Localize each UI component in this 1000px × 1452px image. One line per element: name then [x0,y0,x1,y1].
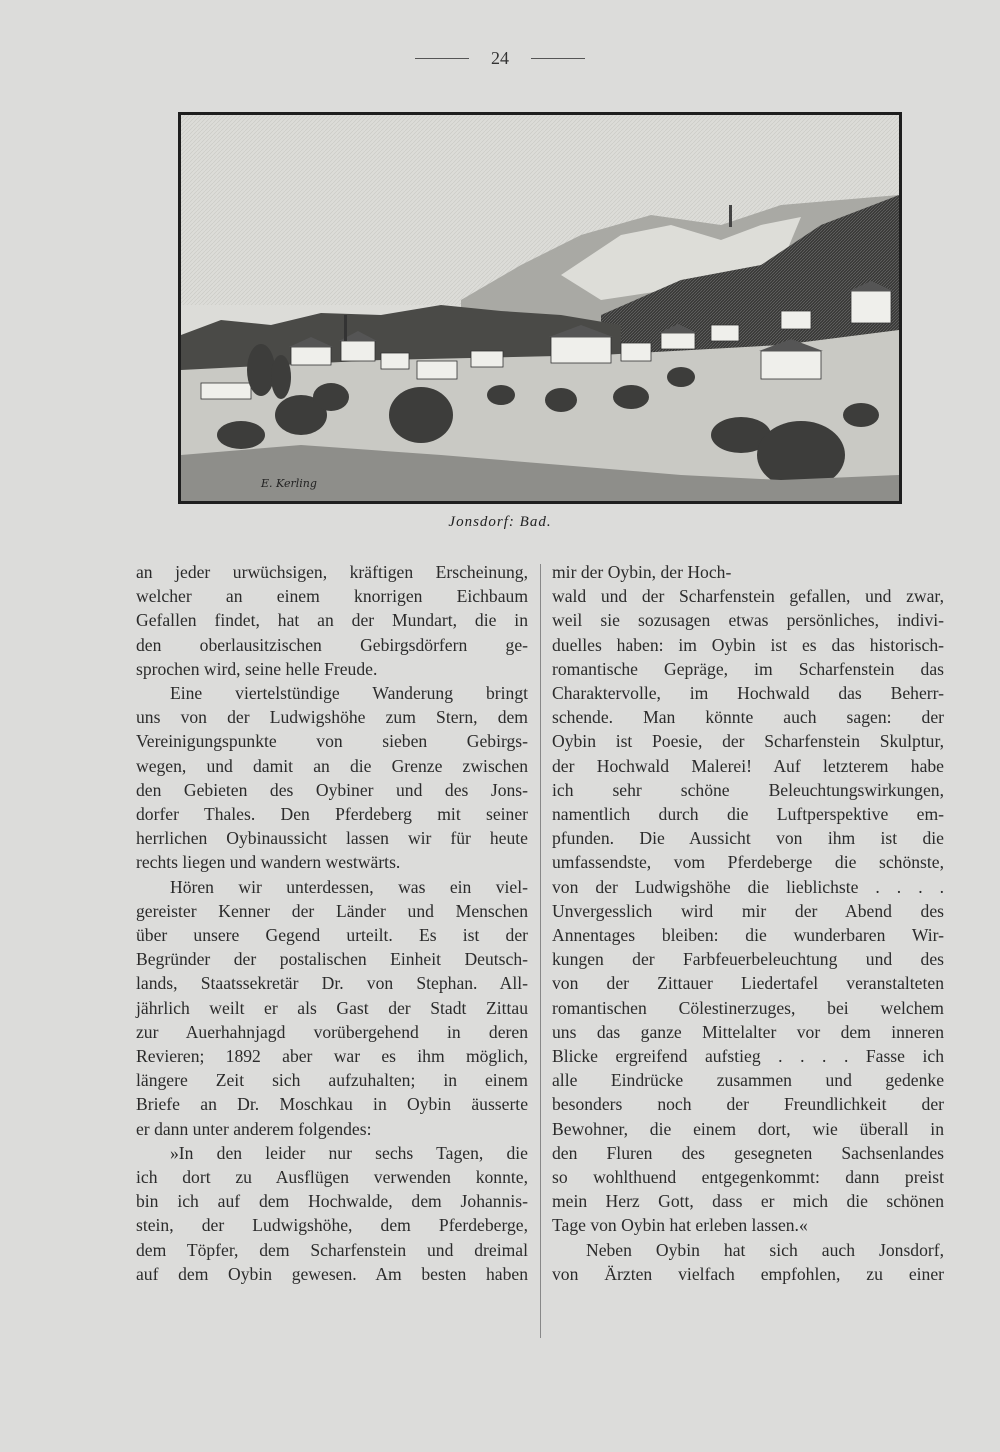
figure-caption: Jonsdorf: Bad. [448,514,552,530]
text-line: Unvergesslich wird mir der Abend des [552,900,944,921]
text-line: duelles haben: im Oybin ist es das historisch- [552,634,944,655]
text-line: dem Töpfer, dem Scharfenstein und dreimal [136,1239,528,1260]
text-line: auf dem Oybin gewesen. Am besten haben [136,1263,528,1284]
text-line: pfunden. Die Aussicht von ihm ist die [552,828,944,849]
left-column [136,560,528,1286]
text-line: Neben Oybin hat sich auch Jonsdorf, [586,1239,944,1260]
text-line: mein Herz Gott, dass er mich die schönen [552,1191,944,1212]
text-line: er dann unter anderem folgendes: [136,1118,372,1139]
text-line: welcher an einem knorrigen Eichbaum [136,586,528,607]
summit-tower [729,205,732,227]
text-line: wegen, und damit an die Grenze zwischen [136,755,528,776]
text-line: an jeder urwüchsigen, kräftigen Erscheinung, [136,562,528,582]
artist-signature: E. Kerling [261,477,317,490]
text-line: von Ärzten vielfach empfohlen, zu einer [552,1263,944,1284]
text-line: jährlich weilt er als Gast der Stadt Zittau [136,997,528,1018]
text-line: uns von der Ludwigshöhe zum Stern, dem [136,707,528,728]
text-line: Revieren; 1892 aber war es ihm möglich, [136,1046,528,1067]
text-line: ich dort zu Ausflügen verwenden konnte, [136,1167,528,1188]
text-line: herrlichen Oybinaussicht lassen wir für heute [136,828,528,849]
text-line: Gefallen findet, hat an der Mundart, die in [136,610,528,631]
engraving-picture [181,115,899,501]
text-line: kungen der Farbfeuerbeleuchtung und des [552,949,944,970]
text-line: wald und der Scharfenstein gefallen, und zwar, [552,586,944,607]
text-line: den Gebieten des Oybiner und des Jons- [136,779,528,800]
landscape-engraving [178,112,902,504]
text-line: Hören wir unterdessen, was ein viel- [170,876,528,897]
text-line: »In den leider nur sechs Tagen, die [170,1142,528,1163]
text-line: bin ich auf dem Hochwalde, dem Johannis- [136,1191,528,1212]
text-line: lands, Staatssekretär Dr. von Stephan. All- [136,973,528,994]
page-header [0,48,1000,69]
text-line: alle Eindrücke zusammen und gedenke [552,1070,944,1091]
text-line: sprochen wird, seine helle Freude. [136,658,378,679]
text-line: romantische Gepräge, im Scharfenstein das [552,658,944,679]
text-line: Bewohner, die einem dort, wie überall in [552,1118,944,1139]
header-rule-right [531,58,585,59]
page-number: 24 [491,48,509,68]
text-line: romantischen Cölestinerzuges, bei welchem [552,997,944,1018]
text-line: dorfer Thales. Den Pferdeberg mit seiner [136,804,528,825]
text-line: uns das ganze Mittelalter vor dem inneren [552,1021,944,1042]
text-line: so wohlthuend entgegenkommt: dann preist [552,1167,944,1188]
text-line: schende. Man könnte auch sagen: der [552,707,944,728]
text-line: über unsere Gegend urteilt. Es ist der [136,925,528,946]
text-line: Vereinigungspunkte von sieben Gebirgs- [136,731,528,752]
text-line: stein, der Ludwigshöhe, dem Pferdeberge, [136,1215,528,1236]
text-line: den Fluren des gesegneten Sachsenlandes [552,1142,944,1163]
text-line: Begründer der postalischen Einheit Deutsch- [136,949,528,970]
right-column [552,560,944,1286]
text-line: weil sie sozusagen etwas persönliches, indivi- [552,610,944,631]
factory-chimney [344,315,347,341]
text-line: gereister Kenner der Länder und Menschen [136,900,528,921]
text-line: den oberlausitzischen Gebirgsdörfern ge- [136,634,528,655]
text-line: der Hochwald Malerei! Auf letzterem habe [552,755,944,776]
text-line: ich sehr schöne Beleuchtungswirkungen, [552,779,944,800]
text-line: Annentages bleiben: die wunderbaren Wir- [552,925,944,946]
text-line: besonders noch der Freundlichkeit der [552,1094,944,1115]
header-rule-left [415,58,469,59]
text-line: namentlich durch die Luftperspektive em- [552,804,944,825]
text-line: Blicke ergreifend aufstieg . . . . Fasse ich [552,1046,944,1067]
text-line: von der Zittauer Liedertafel veranstalteten [552,973,944,994]
text-line: Eine viertelstündige Wanderung bringt [170,683,528,704]
text-line: Charaktervolle, im Hochwald das Beherr- [552,683,944,704]
text-line: rechts liegen und wandern westwärts. [136,852,401,873]
text-line: Briefe an Dr. Moschkau in Oybin äusserte [136,1094,528,1115]
text-line: von der Ludwigshöhe die lieblichste . . . . [552,876,944,897]
text-line: Oybin ist Poesie, der Scharfenstein Skulptur, [552,731,944,752]
text-line: Tage von Oybin hat erleben lassen.« [552,1215,808,1236]
column-divider [540,564,541,1338]
text-line: zur Auerhahnjagd vorübergehend in deren [136,1021,528,1042]
text-line: umfassendste, vom Pferdeberge die schönste, [552,852,944,873]
text-line: längere Zeit sich aufzuhalten; in einem [136,1070,528,1091]
text-line: mir der Oybin, der Hoch- [552,562,732,582]
